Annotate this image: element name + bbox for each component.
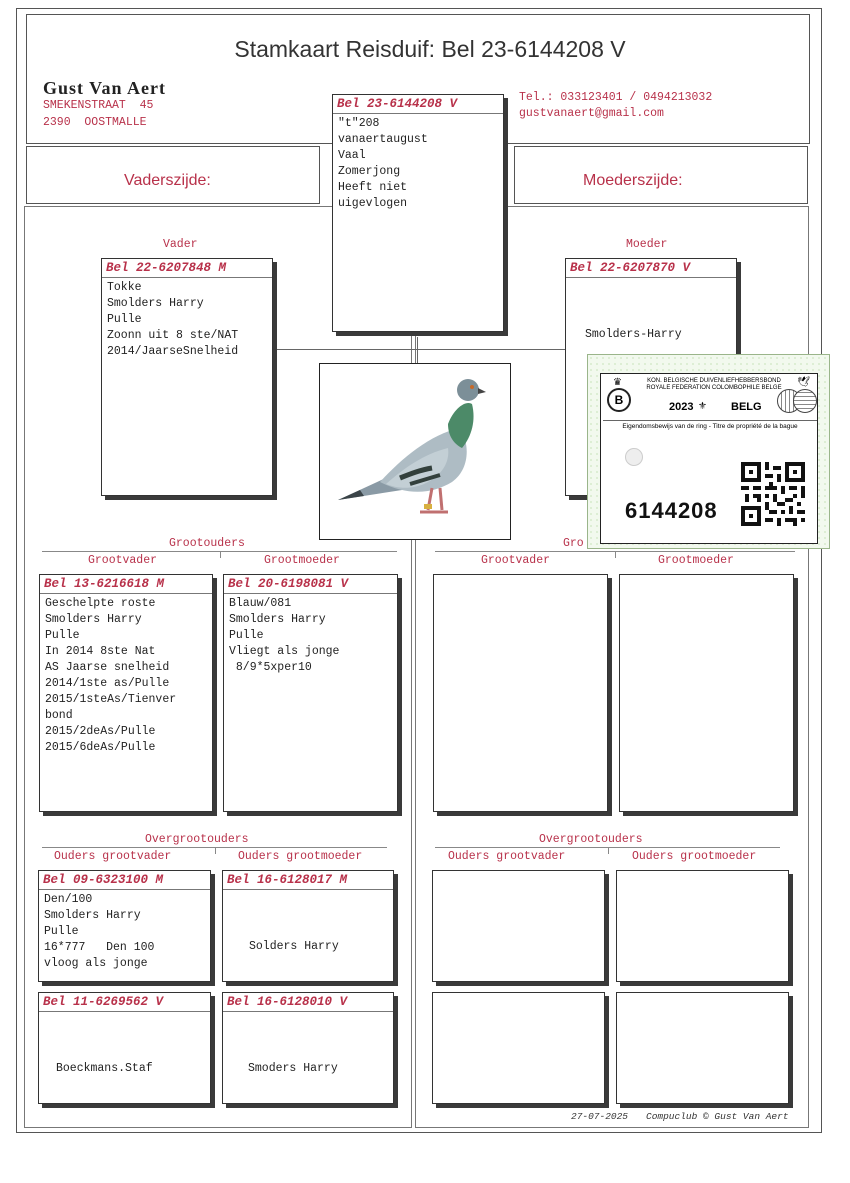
- father-side-label: Vaderszijde:: [124, 172, 211, 189]
- label-ouders-grootmoeder-right: Ouders grootmoeder: [632, 850, 757, 863]
- grandfather-card: [39, 574, 213, 812]
- label-moeder: Moeder: [626, 238, 668, 251]
- father-card: [101, 258, 273, 496]
- gg2-card: [222, 870, 394, 982]
- gg3-card: [38, 992, 211, 1104]
- owner-name: Gust Van Aert: [43, 78, 167, 98]
- gg4-note: Smoders Harry: [248, 1062, 338, 1075]
- gg2-note: Solders Harry: [249, 940, 339, 953]
- label-grootouders: Grootouders: [169, 537, 245, 550]
- grandmother-card: [223, 574, 398, 812]
- page-title: Stamkaart Reisduif: Bel 23-6144208 V: [234, 36, 626, 62]
- gg6-card: [616, 870, 789, 982]
- owner-street: SMEKENSTRAAT 45: [43, 99, 154, 112]
- grandmother-ring: Bel 20-6198081 V: [228, 577, 349, 591]
- label-ouders-grootvader-right: Ouders grootvader: [448, 850, 566, 863]
- subject-ring: Bel 23-6144208 V: [337, 97, 458, 111]
- grandfather-right-card: [433, 574, 608, 812]
- grandfather-details: Geschelpte roste Smolders Harry Pulle In 2014 8ste Nat AS Jaarse snelheid 2014/1ste as/Pulle 2015/1steAs/Tienver bond 2015/2deAs/Pulle 2015/6deAs/Pulle: [45, 597, 177, 754]
- mother-side-label: Moederszijde:: [583, 172, 683, 189]
- gg7-card: [432, 992, 605, 1104]
- crest-icon: ⚜: [698, 401, 707, 412]
- globe-icon-2: [793, 389, 817, 413]
- label-grootvader: Grootvader: [88, 554, 158, 567]
- owner-phone: Tel.: 033123401 / 0494213032: [519, 91, 713, 104]
- label-overgrootouders-right: Overgrootouders: [539, 833, 643, 846]
- federation-logo-icon: [607, 388, 631, 412]
- label-vader: Vader: [163, 238, 198, 251]
- label-grootmoeder: Grootmoeder: [264, 554, 340, 567]
- label-ouders-grootmoeder: Ouders grootmoeder: [238, 850, 363, 863]
- label-grootvader-right: Grootvader: [481, 554, 551, 567]
- label-grootouders-right: Gro: [563, 537, 584, 550]
- label-overgrootouders: Overgrootouders: [145, 833, 249, 846]
- owner-city: 2390 OOSTMALLE: [43, 116, 147, 129]
- ring-country: BELG: [731, 401, 762, 413]
- org-name-nl: KON. BELGISCHE DUIVENLIEFHEBBERSBOND: [647, 378, 781, 384]
- mother-note: Smolders-Harry: [585, 328, 682, 341]
- ring-number: 6144208: [625, 498, 718, 523]
- subject-card: [332, 94, 504, 332]
- gg2-ring: Bel 16-6128017 M: [227, 873, 348, 887]
- punch-hole: [625, 448, 643, 466]
- footer-credit: Compuclub © Gust Van Aert: [646, 1111, 789, 1122]
- gg4-ring: Bel 16-6128010 V: [227, 995, 348, 1009]
- gg4-card: [222, 992, 394, 1104]
- label-ouders-grootvader: Ouders grootvader: [54, 850, 172, 863]
- gg3-note: Boeckmans.Staf: [56, 1062, 153, 1075]
- center-line-top: [417, 337, 418, 363]
- gg1-card: [38, 870, 211, 982]
- subject-details: "t"208 vanaertaugust Vaal Zomerjong Heeft niet uigevlogen: [338, 117, 428, 210]
- ring-year: 2023: [669, 401, 694, 413]
- ring-certificate: [587, 354, 830, 549]
- pigeon-image: [320, 364, 510, 539]
- gg3-ring: Bel 11-6269562 V: [43, 995, 164, 1009]
- father-details: Tokke Smolders Harry Pulle Zoonn uit 8 ste/NAT 2014/JaarseSnelheid: [107, 281, 239, 358]
- gg1-ring: Bel 09-6323100 M: [43, 873, 164, 887]
- label-grootmoeder-right: Grootmoeder: [658, 554, 734, 567]
- pigeon-photo: [319, 363, 511, 540]
- center-line-h: [275, 349, 565, 350]
- grandmother-right-card: [619, 574, 794, 812]
- gg8-card: [616, 992, 789, 1104]
- footer-date: 27-07-2025: [571, 1111, 629, 1122]
- ring-certificate-inner: [600, 373, 818, 544]
- gg1-details: Den/100 Smolders Harry Pulle 16*777 Den 100 vloog als jonge: [44, 893, 155, 970]
- qr-code-icon: [741, 462, 805, 526]
- grandfather-ring: Bel 13-6216618 M: [44, 577, 165, 591]
- org-name-fr: ROYALE FEDERATION COLOMBOPHILE BELGE: [646, 385, 782, 391]
- owner-email: gustvanaert@gmail.com: [519, 107, 664, 120]
- grandmother-details: Blauw/081 Smolders Harry Pulle Vliegt als jonge 8/9*5xper10: [229, 597, 340, 674]
- pigeon-icon: 🕊: [797, 377, 810, 388]
- gg5-card: [432, 870, 605, 982]
- father-ring: Bel 22-6207848 M: [106, 261, 227, 275]
- crown-icon: ♛: [613, 377, 622, 388]
- logo-letter: B: [614, 393, 624, 407]
- ownership-proof: Eigendomsbewijs van de ring - Titre de propriété de la bague: [603, 420, 817, 430]
- mother-ring: Bel 22-6207870 V: [570, 261, 691, 275]
